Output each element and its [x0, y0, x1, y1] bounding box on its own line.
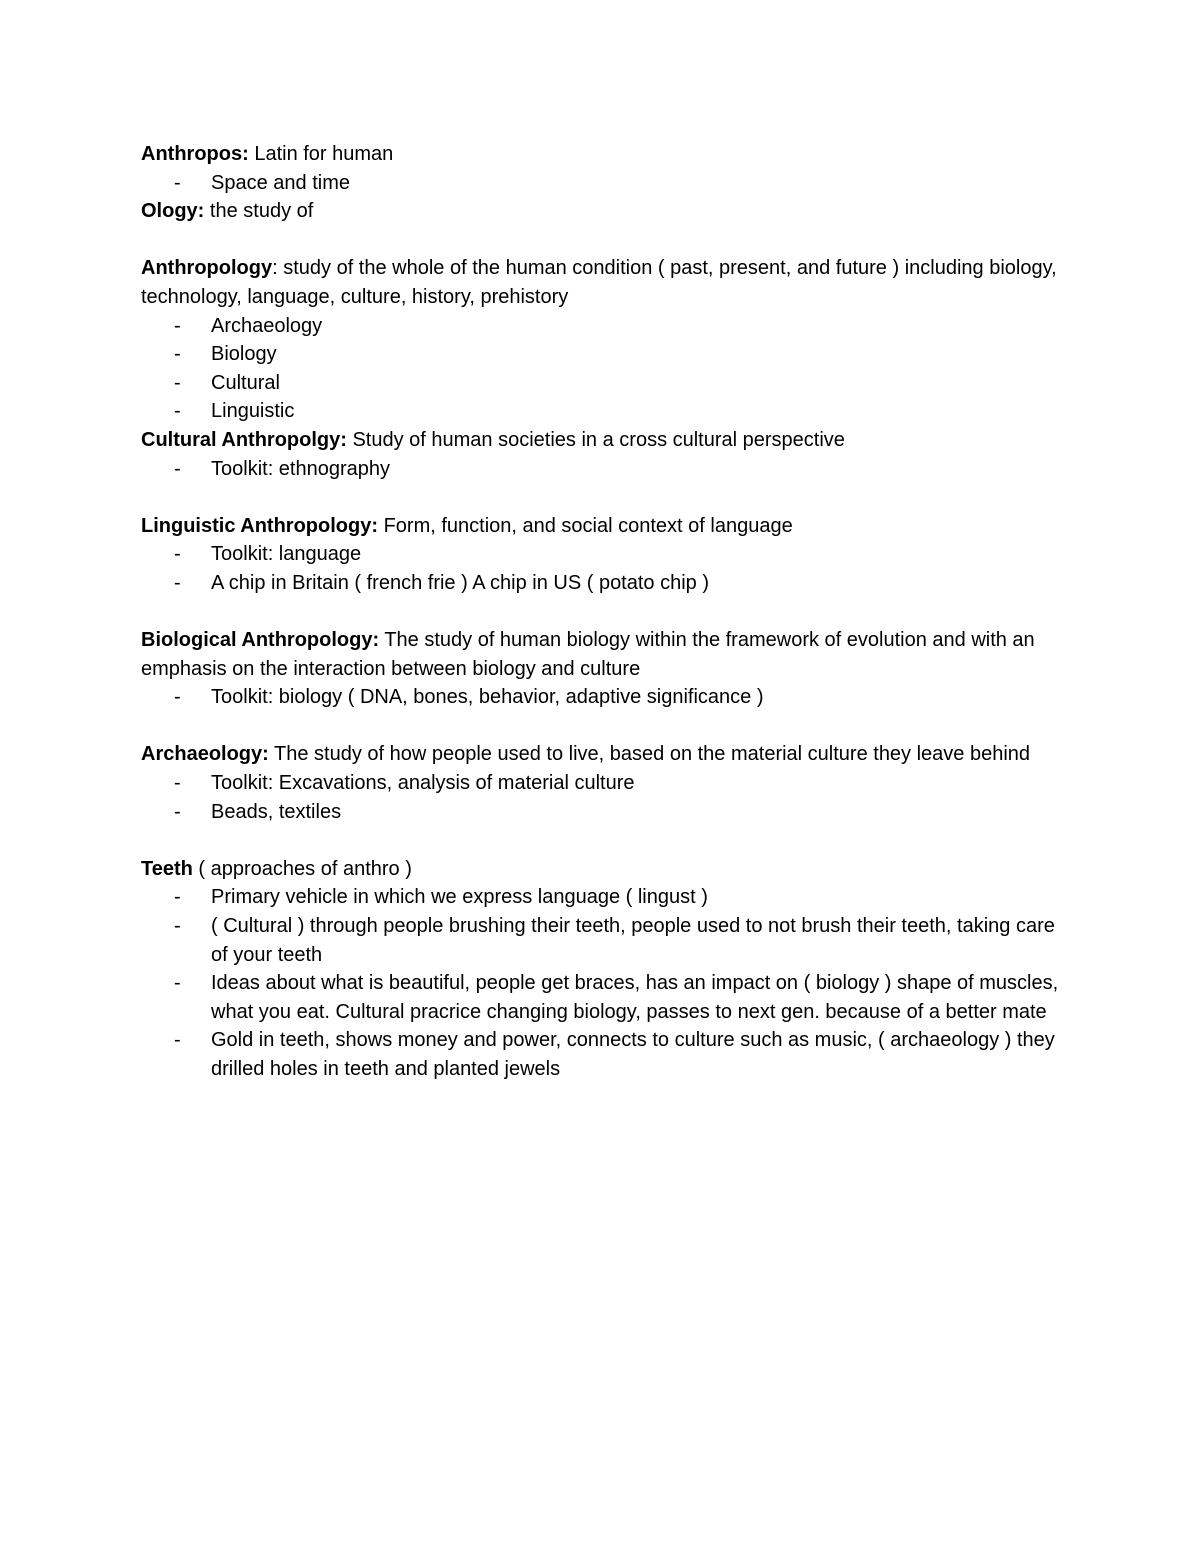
list-item [141, 569, 1061, 598]
section-definition: ( approaches of anthro ) [192, 857, 412, 880]
blank-line [141, 712, 1061, 741]
list-item-text: Biology [211, 343, 277, 366]
bullet-list [141, 883, 1061, 1083]
list-item-text: A chip in Britain ( french frie ) A chip in US ( potato chip ) [211, 571, 710, 594]
list-item-text: Toolkit: biology ( DNA, bones, behavior, adaptive significance ) [211, 686, 764, 709]
section-term: Ology: [141, 200, 205, 223]
dash-bullet-icon: - [174, 343, 181, 366]
bullet-list [141, 455, 1061, 484]
list-item [141, 883, 1061, 912]
document-body [141, 140, 1061, 1084]
blank-line [141, 598, 1061, 627]
blank-line [141, 483, 1061, 512]
list-item-text: Toolkit: Excavations, analysis of material culture [211, 772, 635, 795]
document-page [141, 140, 1061, 1084]
section-term: Biological Anthropology: [141, 629, 380, 652]
section-term: Archaeology: [141, 743, 269, 766]
list-item-text: Linguistic [211, 400, 295, 423]
dash-bullet-icon: - [174, 543, 181, 566]
dash-bullet-icon: - [174, 800, 181, 823]
dash-bullet-icon: - [174, 772, 181, 795]
list-item-text: Cultural [211, 371, 280, 394]
list-item [141, 912, 1061, 969]
section-term: Teeth [141, 857, 193, 880]
dash-bullet-icon: - [174, 886, 181, 909]
list-item [141, 312, 1061, 341]
section-paragraph [141, 254, 1061, 311]
section-definition: the study of [204, 200, 314, 223]
dash-bullet-icon: - [174, 371, 181, 394]
list-item [141, 340, 1061, 369]
section-paragraph [141, 626, 1061, 683]
section-term: Linguistic Anthropology: [141, 514, 379, 537]
list-item [141, 798, 1061, 827]
list-item-text: Primary vehicle in which we express language ( lingust ) [211, 886, 708, 909]
list-item [141, 369, 1061, 398]
section-paragraph [141, 740, 1061, 769]
bullet-list [141, 540, 1061, 597]
list-item [141, 455, 1061, 484]
list-item [141, 169, 1061, 198]
list-item [141, 769, 1061, 798]
dash-bullet-icon: - [174, 686, 181, 709]
section-definition: The study of how people used to live, based on the material culture they leave behind [268, 743, 1031, 766]
list-item [141, 397, 1061, 426]
list-item [141, 540, 1061, 569]
section-term: Cultural Anthropolgy: [141, 428, 347, 451]
dash-bullet-icon: - [174, 171, 181, 194]
dash-bullet-icon: - [174, 400, 181, 423]
section-paragraph [141, 512, 1061, 541]
section-definition: Study of human societies in a cross cultural perspective [346, 428, 845, 451]
list-item-text: ( Cultural ) through people brushing their teeth, people used to not brush their teeth, taking care of your teeth [211, 915, 1055, 966]
bullet-list [141, 169, 1061, 198]
dash-bullet-icon: - [174, 915, 181, 938]
dash-bullet-icon: - [174, 457, 181, 480]
dash-bullet-icon: - [174, 1029, 181, 1052]
list-item-text: Archaeology [211, 314, 323, 337]
section-term: Anthropos: [141, 143, 249, 165]
section-definition: Form, function, and social context of language [378, 514, 793, 537]
section-definition: : study of the whole of the human condition ( past, present, and future ) including biology, technology, language, culture, history, prehistory [141, 257, 1057, 308]
dash-bullet-icon: - [174, 972, 181, 995]
section-paragraph [141, 140, 1061, 169]
list-item-text: Ideas about what is beautiful, people get braces, has an impact on ( biology ) shape of muscles, what you eat. Cultural pracrice changing biology, passes to next gen. because of a better mate [211, 972, 1059, 1023]
list-item-text: Space and time [211, 171, 350, 194]
section-paragraph [141, 855, 1061, 884]
list-item [141, 969, 1061, 1026]
bullet-list [141, 683, 1061, 712]
list-item-text: Toolkit: language [211, 543, 362, 566]
section-definition: The study of human biology within the framework of evolution and with an emphasis on the interaction between biology and culture [141, 629, 1035, 680]
list-item-text: Toolkit: ethnography [211, 457, 391, 480]
section-definition: Latin for human [248, 143, 394, 165]
list-item-text: Gold in teeth, shows money and power, connects to culture such as music, ( archaeology ) they drilled holes in teeth and planted jewels [211, 1029, 1055, 1080]
section-term: Anthropology [141, 257, 273, 280]
dash-bullet-icon: - [174, 314, 181, 337]
list-item [141, 1026, 1061, 1083]
blank-line [141, 826, 1061, 855]
list-item [141, 683, 1061, 712]
dash-bullet-icon: - [174, 571, 181, 594]
section-paragraph [141, 426, 1061, 455]
section-paragraph [141, 197, 1061, 226]
list-item-text: Beads, textiles [211, 800, 342, 823]
blank-line [141, 226, 1061, 255]
bullet-list [141, 312, 1061, 426]
bullet-list [141, 769, 1061, 826]
